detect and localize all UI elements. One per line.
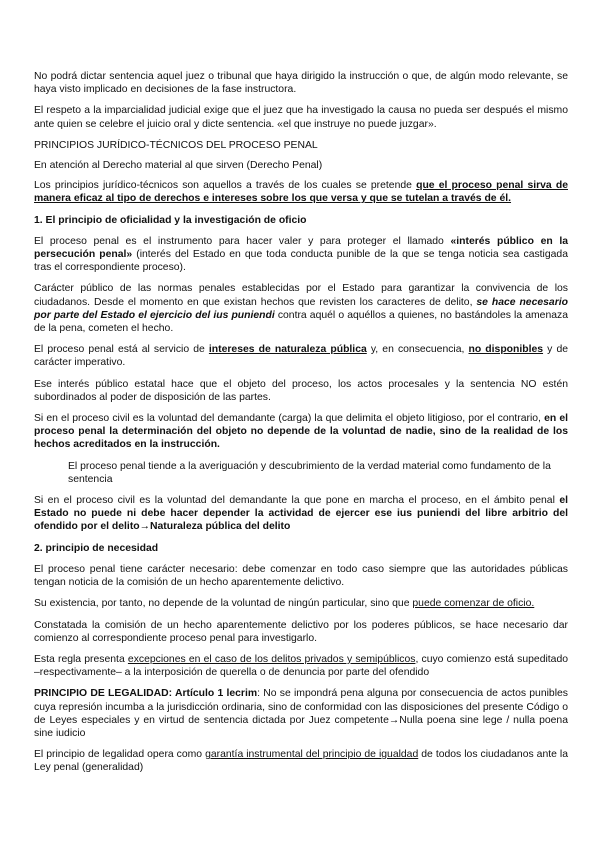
paragraph-necessary-character: El proceso penal tiene carácter necesario: debe comenzar en todo caso siempre que las autoridades públicas tengan noticia de la comisión de un hecho aparentemente delictivo. — [34, 563, 568, 589]
paragraph-technical-definition — [34, 179, 568, 205]
paragraph-ius-puniendi — [34, 494, 568, 534]
paragraph-public-nature — [34, 343, 568, 369]
text-run: El proceso penal está al servicio de — [34, 344, 209, 356]
text-run: Si en el proceso civil es la voluntad del demandante (carga) la que delimita el objeto litigioso, por el contrario, — [34, 413, 545, 425]
paragraph-public-character — [34, 282, 568, 335]
paragraph-material-truth: El proceso penal tiende a la averiguación y descubrimiento de la verdad material como fundamento de la sentencia — [68, 460, 551, 485]
text-run: Si en el proceso civil es la voluntad del demandante la que pone en marcha el proceso, en el ámbito penal — [34, 495, 560, 507]
bold-italic-text: se hace necesario por parte del Estado el ejercicio del ius puniendi — [34, 296, 568, 321]
bold-text: en el proceso penal la determinación del objeto no depende de la voluntad de nadie, sino de la realidad de los hechos acreditados en la instrucción. — [34, 413, 568, 451]
paragraph-equality-guarantee — [34, 748, 568, 774]
emphasis-text: no disponibles — [468, 344, 544, 356]
document-page — [34, 70, 568, 783]
heading-necessity-principle: 2. principio de necesidad — [34, 542, 159, 554]
text-run: Esta regla presenta — [34, 653, 128, 665]
text-run: Su existencia, por tanto, no depende de la voluntad de ningún particular, sino que — [34, 598, 413, 610]
paragraph-public-interest — [34, 235, 568, 275]
heading-officiality-principle: 1. El principio de oficialidad y la investigación de oficio — [34, 214, 307, 226]
bold-text: PRINCIPIO DE LEGALIDAD: Artículo 1 lecrim — [34, 688, 258, 700]
heading-technical-principles: PRINCIPIOS JURÍDICO-TÉCNICOS DEL PROCESO PENAL — [34, 139, 318, 151]
emphasis-text: que el proceso penal sirva de manera eficaz al tipo de derechos e intereses sobre los que versa y que se tutelan a través de él. — [34, 180, 569, 205]
paragraph-exceptions — [34, 653, 568, 679]
text-run: , cuyo comienzo está supeditado –respectivamente– a la interposición de querella o de denuncia por parte del ofendido — [34, 653, 568, 679]
bold-text: el Estado no puede ni debe hacer depender la actividad de ejercer ese ius puniendi del libre arbitrio del ofendido por el delito→Naturaleza pública del delito — [34, 495, 568, 533]
bold-text: «interés público en la persecución penal» — [34, 235, 569, 261]
text-run: El principio de legalidad opera como — [34, 749, 206, 761]
text-run: y de carácter imperativo. — [34, 344, 569, 369]
paragraph-material-law: En atención al Derecho material al que sirven (Derecho Penal) — [34, 160, 323, 172]
underlined-text: garantía instrumental del principio de igualdad — [205, 749, 419, 761]
paragraph-legality-principle — [34, 687, 568, 740]
paragraph-investigation: Constatada la comisión de un hecho aparentemente delictivo por los poderes públicos, se hace necesario dar comienzo al correspondiente proceso penal para investigarlo. — [34, 619, 568, 644]
text-run: (interés del Estado en que toda conducta punible de la que se tenga noticia sea castigada tras el correspondiente proceso). — [34, 249, 568, 274]
paragraph-impartiality: El respeto a la imparcialidad judicial exige que el juez que ha investigado la causa no pueda ser después el mismo ante quien se celebre el juicio oral y dicte sentencia. «el que instruye no puede juzgar». — [34, 105, 568, 130]
text-run: contra aquél o aquéllos a quienes, no bastándoles la amenaza de la pena, cometen el hecho. — [34, 309, 568, 335]
emphasis-text: intereses de naturaleza pública — [208, 344, 367, 356]
paragraph-civil-vs-penal — [34, 412, 568, 452]
text-run: : No se impondrá pena alguna por consecuencia de actos punibles cuya represión incumba a la jurisdicción ordinaria, sino de conformidad con las disposiciones del presente Código o de Leyes especiales y en virtud de sentencia dictada por Juez competente→Nulla poena sine lege / nulla poena sine iudicio — [34, 688, 568, 739]
text-run: y, en consecuencia, — [366, 344, 469, 356]
paragraph-state-interest: Ese interés público estatal hace que el objeto del proceso, los actos procesales y la sentencia NO estén subordinados al poder de disposición de las partes. — [34, 378, 568, 403]
underlined-text: excepciones en el caso de los delitos privados y semipúblicos — [127, 653, 416, 665]
text-run: El proceso penal es el instrumento para hacer valer y para proteger el llamado — [34, 235, 451, 247]
paragraph-ex-officio — [34, 597, 568, 610]
text-run: Los principios jurídico-técnicos son aquellos a través de los cuales se pretende — [34, 180, 417, 192]
text-run: de todos los ciudadanos ante la Ley penal (generalidad) — [34, 749, 568, 774]
text-run: Carácter público de las normas penales establecidas por el Estado para garantizar la convivencia de los ciudadanos. Desde el momento en que existan hechos que revisten los caracteres de delito, — [34, 283, 568, 308]
underlined-text: puede comenzar de oficio. — [412, 598, 535, 610]
paragraph-judge-disqualification: No podrá dictar sentencia aquel juez o tribunal que haya dirigido la instrucción o que, de algún modo relevante, se haya visto implicado en decisiones de la fase instructora. — [34, 71, 568, 96]
